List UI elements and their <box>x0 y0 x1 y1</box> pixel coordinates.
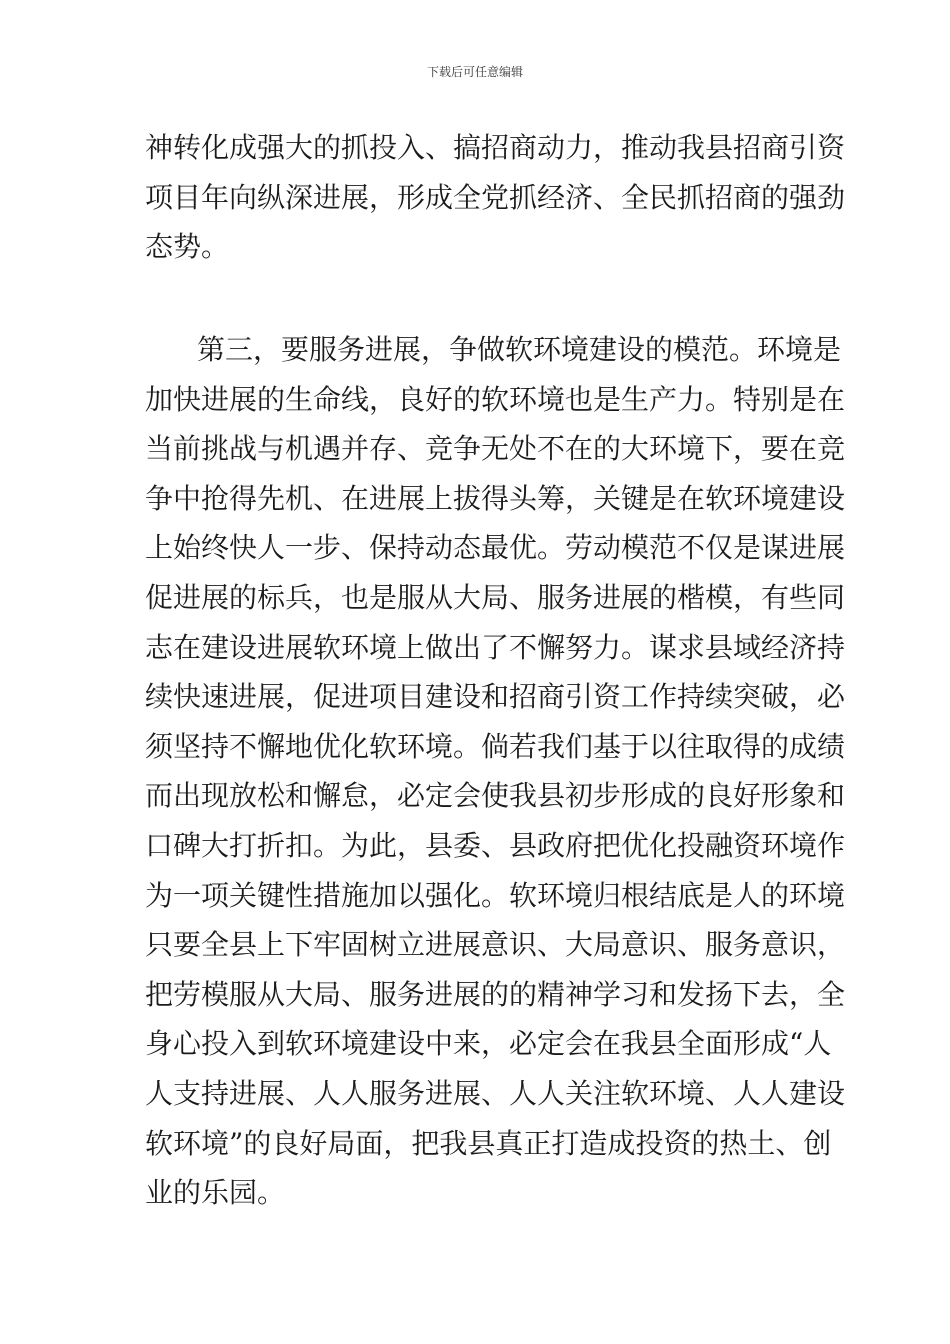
text-line: 项目年向纵深进展，形成全党抓经济、全民抓招商的强劲 <box>145 180 846 214</box>
text-line: 志在建设进展软环境上做出了不懈努力。谋求县域经济持 <box>145 630 846 664</box>
text-line: 业的乐园。 <box>145 1176 286 1210</box>
text-line: 须坚持不懈地优化软环境。倘若我们基于以往取得的成绩 <box>145 729 846 763</box>
text-line: 上始终快人一步、保持动态最优。劳动模范不仅是谋进展 <box>145 531 846 565</box>
text-line: 为一项关键性措施加以强化。软环境归根结底是人的环境 <box>145 878 846 912</box>
paragraph-third-point <box>145 325 846 1218</box>
text-line: 争中抢得先机、在进展上拔得头筹，关键是在软环境建设 <box>145 481 846 515</box>
text-line: 第三，要服务进展，争做软环境建设的模范。环境是 <box>197 333 842 366</box>
text-line: 身心投入到软环境建设中来，必定会在我县全面形成“人 <box>145 1027 832 1061</box>
text-line: 加快进展的生命线，良好的软环境也是生产力。特别是在 <box>145 382 846 416</box>
text-line: 神转化成强大的抓投入、搞招商动力，推动我县招商引资 <box>145 131 846 164</box>
paragraph-continuation <box>145 123 846 272</box>
text-line: 只要全县上下牢固树立进展意识、大局意识、服务意识， <box>145 928 846 962</box>
text-line: 续快速进展，促进项目建设和招商引资工作持续突破，必 <box>145 680 846 714</box>
text-line: 软环境”的良好局面，把我县真正打造成投资的热土、创 <box>145 1126 832 1160</box>
text-line: 而出现放松和懈怠，必定会使我县初步形成的良好形象和 <box>145 779 846 813</box>
text-line: 促进展的标兵，也是服从大局、服务进展的楷模，有些同 <box>145 580 846 614</box>
text-line: 把劳模服从大局、服务进展的的精神学习和发扬下去，全 <box>145 977 846 1011</box>
text-line: 当前挑战与机遇并存、竞争无处不在的大环境下，要在竞 <box>145 432 846 466</box>
page-header: 下载后可任意编辑 <box>426 65 523 79</box>
text-line: 口碑大打折扣。为此，县委、县政府把优化投融资环境作 <box>145 828 846 862</box>
text-line: 人支持进展、人人服务进展、人人关注软环境、人人建设 <box>145 1076 846 1110</box>
text-line: 态势。 <box>145 230 230 264</box>
